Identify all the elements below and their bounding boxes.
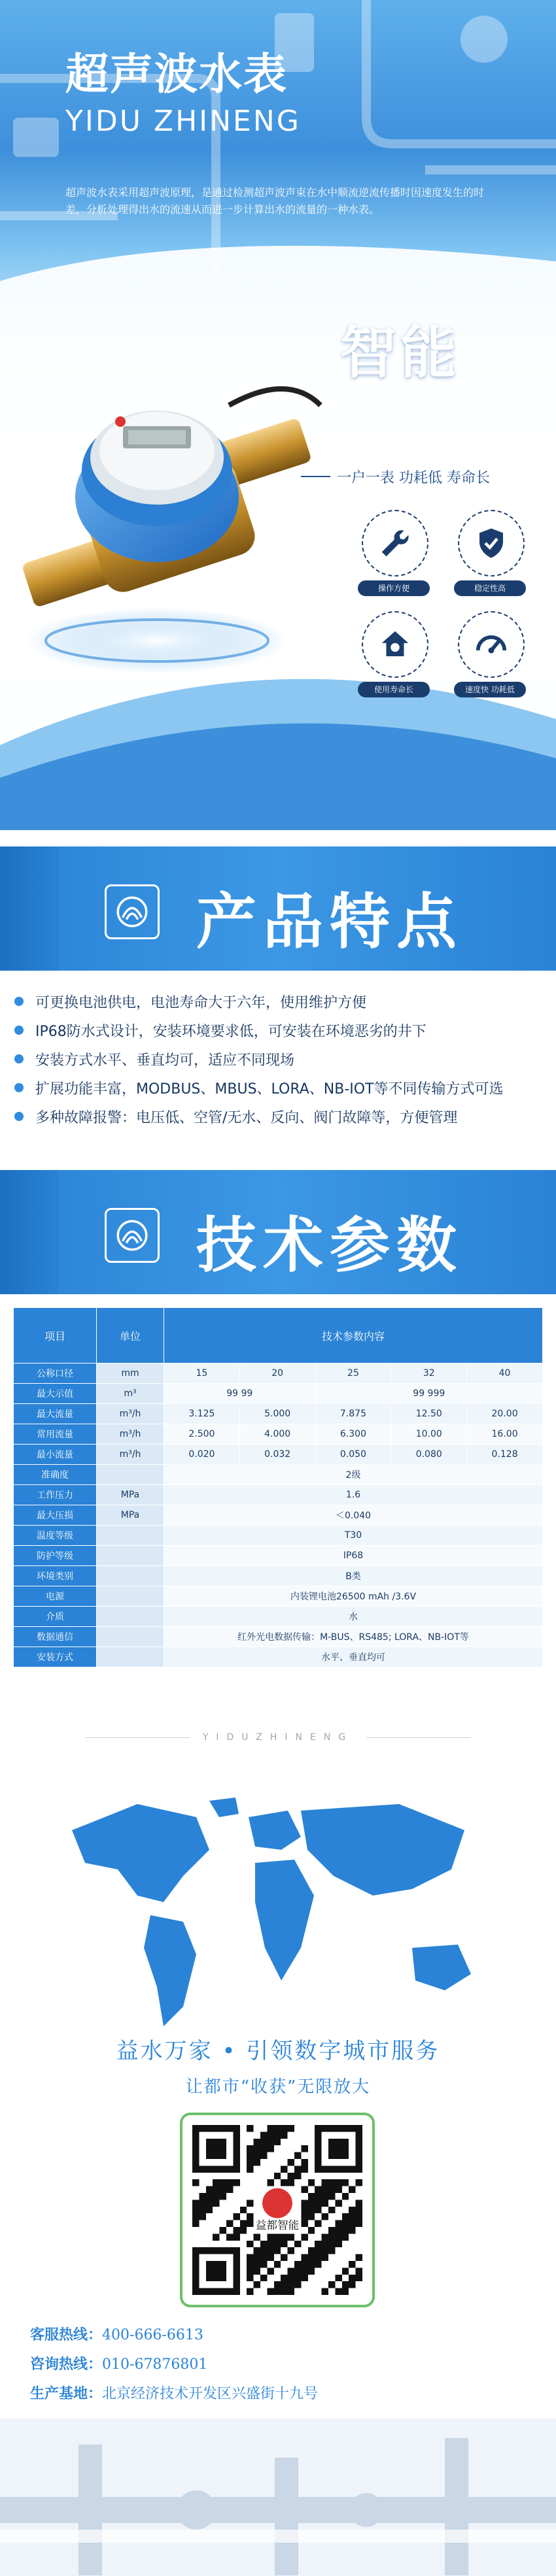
table-row — [14, 1627, 543, 1647]
row-value: 25 — [315, 1363, 391, 1384]
brand-logo-icon — [105, 884, 160, 939]
list-item: 扩展功能丰富，MODBUS、MBUS、LORA、NB-IOT等不同传输方式可选 — [14, 1073, 551, 1102]
row-value: 15 — [164, 1363, 240, 1384]
list-item: 多种故障报警：电压低、空管/无水、反向、阀门故障等，方便管理 — [14, 1102, 551, 1131]
row-label: 工作压力 — [14, 1485, 97, 1505]
row-value: 0.128 — [467, 1445, 543, 1465]
row-value: 5.000 — [239, 1404, 315, 1424]
table-row — [14, 1465, 543, 1485]
table-row — [14, 1485, 543, 1505]
table-row — [14, 1445, 543, 1465]
row-unit — [97, 1526, 164, 1546]
row-label: 温度等级 — [14, 1526, 97, 1546]
header-unit: 单位 — [97, 1308, 164, 1363]
row-label: 最小流量 — [14, 1445, 97, 1465]
table-row — [14, 1363, 543, 1384]
qr-code[interactable] — [180, 2113, 375, 2307]
table-row — [14, 1586, 543, 1607]
row-label: 最大流量 — [14, 1404, 97, 1424]
row-unit: m³/h — [97, 1404, 164, 1424]
hero-smart-heading: 智能 — [340, 320, 460, 386]
features-header — [0, 846, 556, 971]
row-value: 1.6 — [164, 1485, 543, 1505]
spec-table — [13, 1307, 543, 1667]
row-unit — [97, 1465, 164, 1485]
row-unit — [97, 1627, 164, 1647]
band-accent — [0, 846, 59, 971]
row-value: 20.00 — [467, 1404, 543, 1424]
row-value: 0.050 — [315, 1445, 391, 1465]
water-meter-image — [13, 353, 347, 693]
contact-hotline: 客服热线：400-666-6613 — [30, 2326, 203, 2343]
footer-pipes-image — [0, 2418, 556, 2576]
row-value: 7.875 — [315, 1404, 391, 1424]
table-row — [14, 1566, 543, 1586]
row-value: 红外光电数据传输：M-BUS、RS485; LORA、NB-IOT等 — [164, 1627, 543, 1647]
row-label: 安装方式 — [14, 1647, 97, 1667]
shield-check-icon — [458, 510, 525, 577]
row-value: B类 — [164, 1566, 543, 1586]
row-value: 内装锂电池26500 mAh /3.6V — [164, 1586, 543, 1607]
consult-number[interactable]: 010-67876801 — [102, 2356, 208, 2373]
row-label: 防护等级 — [14, 1546, 97, 1566]
row-label: 介质 — [14, 1607, 97, 1627]
row-unit: m³ — [97, 1384, 164, 1404]
slogan-secondary: 让都市“收获”无限放大 — [185, 2077, 371, 2097]
row-unit — [97, 1586, 164, 1607]
row-value: 3.125 — [164, 1404, 240, 1424]
feature-label-3: 使用寿命长 — [358, 682, 430, 697]
row-value: 16.00 — [467, 1424, 543, 1445]
bullet-icon — [14, 1083, 24, 1092]
row-value: 0.080 — [391, 1445, 467, 1465]
row-value: 4.000 — [239, 1424, 315, 1445]
table-row — [14, 1505, 543, 1526]
table-row — [14, 1384, 543, 1404]
row-unit — [97, 1647, 164, 1667]
row-value: 99 99 — [164, 1384, 316, 1404]
specs-header — [0, 1170, 556, 1294]
row-value: 0.032 — [239, 1445, 315, 1465]
bullet-icon — [14, 1054, 24, 1063]
feature-label-2: 稳定性高 — [454, 580, 526, 596]
house-lock-icon — [362, 611, 428, 678]
table-header-row — [14, 1308, 543, 1363]
row-value: T30 — [164, 1526, 543, 1546]
row-value: 水 — [164, 1607, 543, 1627]
header-item: 项目 — [14, 1308, 97, 1363]
row-value: 2级 — [164, 1465, 543, 1485]
row-label: 准确度 — [14, 1465, 97, 1485]
hero-title: 超声波水表 — [65, 49, 288, 99]
svg-text:益都智能: 益都智能 — [255, 2219, 300, 2232]
row-unit: m³/h — [97, 1445, 164, 1465]
band-accent — [0, 1170, 59, 1294]
row-value: IP68 — [164, 1546, 543, 1566]
features-title: 产品特点 — [196, 887, 464, 957]
feature-list — [14, 987, 551, 1131]
hero-section — [0, 0, 556, 830]
wrench-screwdriver-icon — [362, 510, 428, 577]
list-item: IP68防水式设计，安装环境要求低，可安装在环境恶劣的井下 — [14, 1016, 551, 1045]
feature-label-4: 速度快 功耗低 — [454, 682, 526, 697]
hero-tagline: 一户一表 功耗低 寿命长 — [337, 470, 490, 486]
row-label: 公称口径 — [14, 1363, 97, 1384]
row-unit — [97, 1566, 164, 1586]
row-value: 40 — [467, 1363, 543, 1384]
slogan-primary: 益水万家 • 引领数字城市服务 — [116, 2038, 440, 2064]
brand-watermark: YIDUZHINENG — [0, 1732, 556, 1743]
row-value: 0.020 — [164, 1445, 240, 1465]
brand-logo-icon — [105, 1208, 160, 1263]
row-label: 数据通信 — [14, 1627, 97, 1647]
row-unit — [97, 1607, 164, 1627]
hero-subtitle: YIDU ZHINENG — [65, 105, 301, 138]
row-value: 20 — [239, 1363, 315, 1384]
table-row — [14, 1404, 543, 1424]
row-unit: mm — [97, 1363, 164, 1384]
list-item: 安装方式水平、垂直均可，适应不同现场 — [14, 1045, 551, 1073]
specs-title: 技术参数 — [196, 1211, 464, 1280]
table-row — [14, 1546, 543, 1566]
table-row — [14, 1607, 543, 1627]
row-value: 99 999 — [315, 1384, 542, 1404]
row-value: 10.00 — [391, 1424, 467, 1445]
hero-description: 超声波水表采用超声波原理，是通过检测超声波声束在水中顺流逆流传播时因速度发生的时差，分析处理得出水的流速从而进一步计算出水的流量的一种水表。 — [65, 186, 485, 216]
row-unit — [97, 1546, 164, 1566]
hotline-number[interactable]: 400-666-6613 — [102, 2327, 203, 2343]
row-value: 32 — [391, 1363, 467, 1384]
bullet-icon — [14, 1026, 24, 1035]
contact-consult: 咨询热线：010-67876801 — [30, 2356, 208, 2373]
table-row — [14, 1424, 543, 1445]
row-value: 水平、垂直均可 — [164, 1647, 543, 1667]
row-unit: m³/h — [97, 1424, 164, 1445]
row-value: 6.300 — [315, 1424, 391, 1445]
table-row — [14, 1647, 543, 1667]
row-unit: MPa — [97, 1485, 164, 1505]
world-map-image — [59, 1791, 497, 2039]
row-label: 最大压损 — [14, 1505, 97, 1526]
table-row — [14, 1526, 543, 1546]
row-label: 电源 — [14, 1586, 97, 1607]
row-unit: MPa — [97, 1505, 164, 1526]
row-label: 最大示值 — [14, 1384, 97, 1404]
row-value: 12.50 — [391, 1404, 467, 1424]
bullet-icon — [14, 1112, 24, 1121]
row-label: 常用流量 — [14, 1424, 97, 1445]
list-item: 可更换电池供电，电池寿命大于六年，使用维护方便 — [14, 987, 551, 1016]
feature-label-1: 操作方便 — [358, 580, 430, 596]
contact-address: 生产基地：北京经济技术开发区兴盛街十九号 — [30, 2385, 319, 2402]
row-value: 2.500 — [164, 1424, 240, 1445]
bullet-icon — [14, 997, 24, 1006]
row-value: ＜0.040 — [164, 1505, 543, 1526]
header-content: 技术参数内容 — [164, 1308, 543, 1363]
speedometer-icon — [458, 611, 525, 678]
row-label: 环境类别 — [14, 1566, 97, 1586]
